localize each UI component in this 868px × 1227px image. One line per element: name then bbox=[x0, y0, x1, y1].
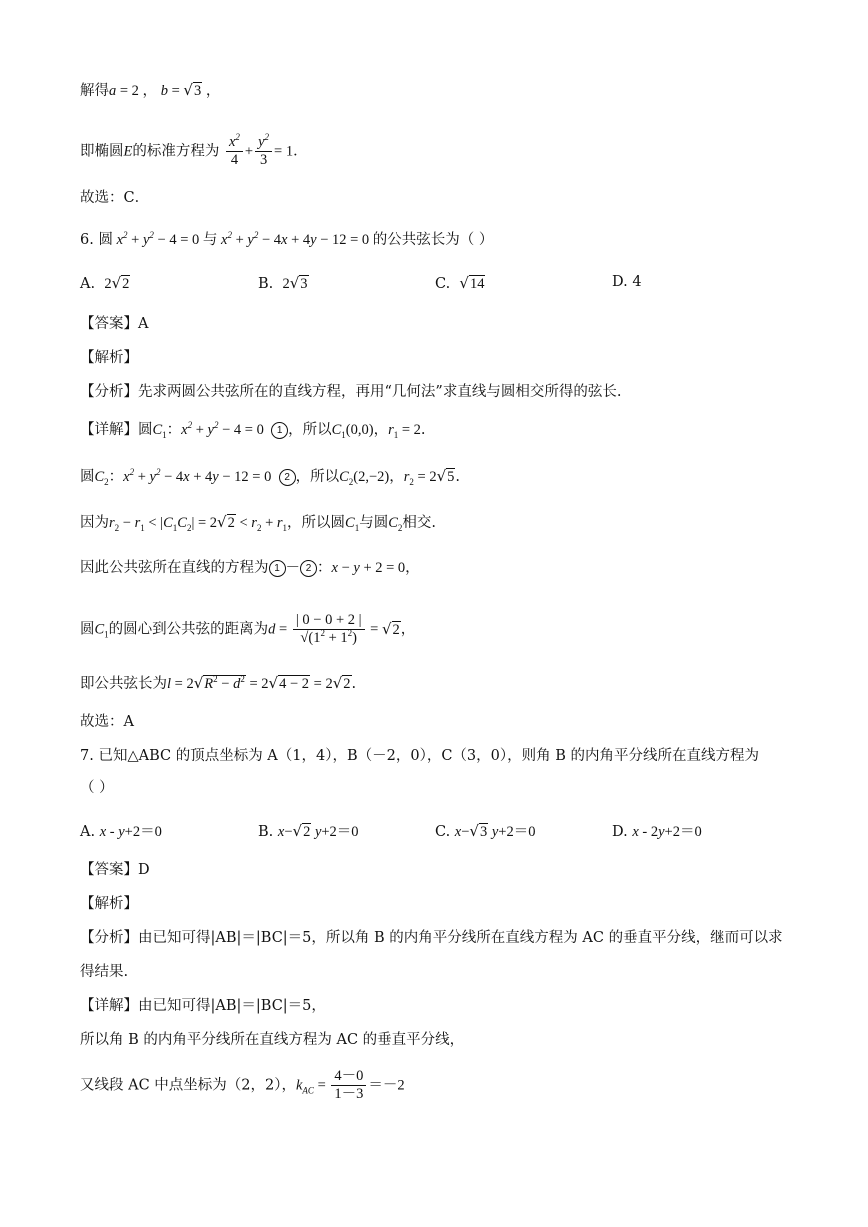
question-7-stem: 7. 已知△ABC 的顶点坐标为 A（1，4），B（－2，0），C（3，0），则角 B 的内角平分线所在直线方程为 bbox=[80, 748, 759, 764]
text: 的标准方程为 bbox=[132, 143, 220, 160]
fraction: $\frac{x^2}{4}$ bbox=[226, 134, 243, 169]
analysis-fenxi-cont: 得结果. bbox=[80, 964, 129, 980]
text: 与 bbox=[202, 232, 218, 248]
analysis-label: 【解析】 bbox=[80, 350, 138, 366]
option-d: D. 4 bbox=[612, 274, 642, 290]
final-answer: 故选：A bbox=[80, 714, 134, 730]
option-a: A. x - y+2＝0 bbox=[80, 824, 162, 840]
analysis-fenxi: 【分析】先求两圆公共弦所在的直线方程，再用“几何法”求直线与圆相交所得的弦长. bbox=[80, 384, 622, 400]
detail-line-2: 所以角 B 的内角平分线所在直线方程为 AC 的垂直平分线， bbox=[80, 1032, 465, 1048]
option-b: B. 2√3 bbox=[258, 274, 308, 292]
analysis-fenxi: 【分析】由已知可得|AB|＝|BC|＝5，所以角 B 的内角平分线所在直线方程为 AC 的垂直平分线，继而可以求 bbox=[80, 930, 783, 946]
ellipse-equation-line: 即椭圆E的标准方程为 $\frac{x^2}{4}$ + $\frac{y^2}{3}$ = 1． bbox=[80, 132, 308, 168]
analysis-label: 【解析】 bbox=[80, 896, 138, 912]
detail-line-1: 【详解】由已知可得|AB|＝|BC|＝5， bbox=[80, 998, 326, 1014]
detail-c1: 【详解】圆$C_1$：$x^2 + y^2 - 4 = 0$ 1 ，所以$C_1(0,0)$，$r_1 = 2$. bbox=[80, 420, 426, 440]
detail-intersect: 因为$r_2 - r_1 < |C_1C_2| = 2√2 < r_2 + r_1$，所以圆$C_1$与圆$C_2$相交. bbox=[80, 513, 436, 533]
fraction: $\frac{y^2}{3}$ bbox=[255, 134, 272, 169]
option-b: B. x−√2 y+2＝0 bbox=[258, 822, 359, 840]
answer-line: 故选：C． bbox=[80, 190, 150, 206]
detail-common-line: 因此公共弦所在直线的方程为 1 － 2 ：x − y + 2 = 0， bbox=[80, 560, 420, 576]
option-c: C. x−√3 y+2＝0 bbox=[435, 822, 536, 840]
solve-line: 解得a = 2 ， b = √3 ， bbox=[80, 81, 221, 99]
question-6-stem: 6. 圆 $x^2 + y^2 - 4 = 0$ 与 $x^2 + y^2 - 4x + 4y - 12 = 0$ 的公共弦长为（ ） bbox=[80, 230, 494, 248]
text: 解得 bbox=[80, 83, 109, 99]
option-a: A. 2√2 bbox=[80, 274, 130, 292]
text: 6. 圆 bbox=[80, 232, 113, 248]
text: ． bbox=[293, 143, 308, 160]
detail-distance: 圆$C_1$的圆心到公共弦的距离为d = $\frac{| 0 - 0 + 2 |}{√(1^2 + 1^2)}$ = √2， bbox=[80, 612, 416, 646]
detail-c2: 圆$C_2$：$x^2 + y^2 - 4x + 4y - 12 = 0$ 2 ，所以$C_2(2,-2)$，$r_2 = 2√5$. bbox=[80, 467, 460, 487]
detail-slope: 又线段 AC 中点坐标为（2，2），$k_{AC}$ = $\frac{4-0}{1-3}$ ＝－2 bbox=[80, 1068, 405, 1102]
formula: E bbox=[123, 143, 133, 160]
text: 的公共弦长为（ ） bbox=[372, 232, 494, 248]
option-c: C. √14 bbox=[435, 274, 485, 292]
option-d: D. x - 2y+2＝0 bbox=[612, 824, 702, 840]
answer-label: 【答案】D bbox=[80, 862, 150, 878]
detail-length: 即公共弦长为$l = 2√R^2 - d^2 = 2√4 - 2 = 2√2$. bbox=[80, 674, 357, 692]
formula: a bbox=[109, 83, 117, 99]
text: 即椭圆 bbox=[80, 143, 124, 160]
question-7-paren: （ ） bbox=[80, 780, 114, 796]
answer-label: 【答案】A bbox=[80, 316, 149, 332]
